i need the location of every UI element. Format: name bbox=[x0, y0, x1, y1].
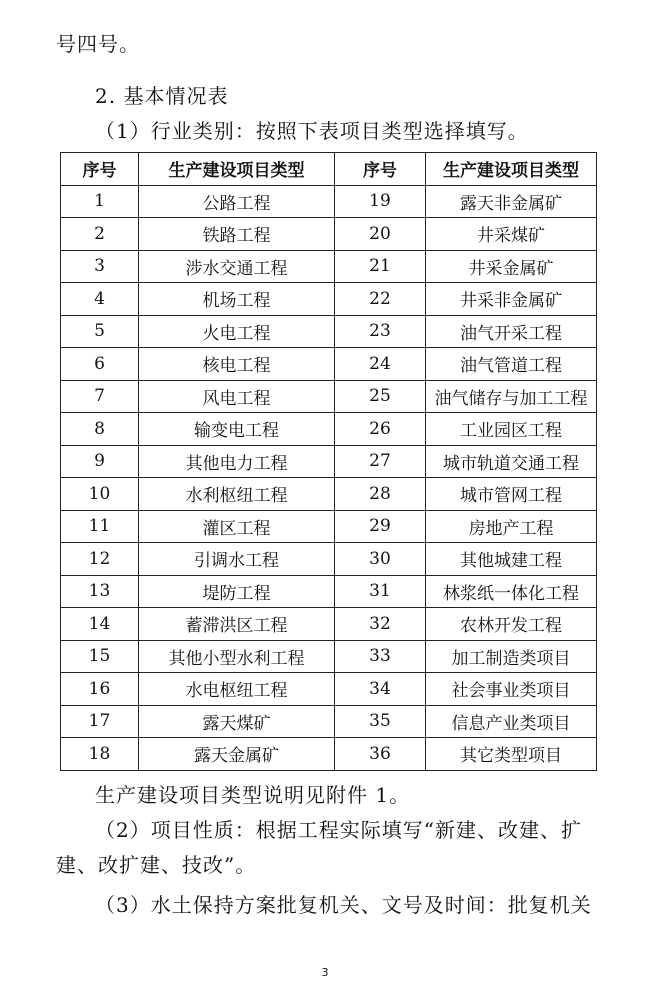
row-type-left: 引调水工程 bbox=[139, 543, 335, 576]
row-type-left: 其他小型水利工程 bbox=[139, 640, 335, 673]
table-row bbox=[61, 348, 597, 381]
page-number: 3 bbox=[321, 966, 329, 979]
row-index-left: 6 bbox=[61, 348, 139, 381]
row-index-left: 5 bbox=[61, 315, 139, 348]
table-row bbox=[61, 543, 597, 576]
row-index-right: 35 bbox=[335, 705, 426, 738]
project-nature-continuation: 建、改扩建、技改”。 bbox=[56, 853, 257, 877]
row-index-left: 2 bbox=[61, 218, 139, 251]
row-index-right: 34 bbox=[335, 673, 426, 706]
table-row bbox=[61, 380, 597, 413]
row-type-left: 露天金属矿 bbox=[139, 738, 335, 771]
table-row bbox=[61, 218, 597, 251]
row-type-right: 油气管道工程 bbox=[426, 348, 597, 381]
row-index-left: 8 bbox=[61, 413, 139, 446]
row-index-right: 32 bbox=[335, 608, 426, 641]
row-index-right: 31 bbox=[335, 575, 426, 608]
table-row bbox=[61, 315, 597, 348]
row-type-right: 井采非金属矿 bbox=[426, 283, 597, 316]
table-body bbox=[61, 185, 597, 770]
paragraph-continuation: 号四号。 bbox=[56, 32, 140, 56]
row-type-left: 公路工程 bbox=[139, 185, 335, 218]
row-type-left: 风电工程 bbox=[139, 380, 335, 413]
header-index-left: 序号 bbox=[61, 153, 139, 186]
table-row bbox=[61, 608, 597, 641]
row-type-left: 输变电工程 bbox=[139, 413, 335, 446]
row-index-right: 20 bbox=[335, 218, 426, 251]
table-row bbox=[61, 510, 597, 543]
row-index-left: 10 bbox=[61, 478, 139, 511]
row-type-right: 加工制造类项目 bbox=[426, 640, 597, 673]
header-index-right: 序号 bbox=[335, 153, 426, 186]
section-heading: 2. 基本情况表 bbox=[95, 84, 229, 108]
row-type-left: 涉水交通工程 bbox=[139, 250, 335, 283]
row-type-left: 机场工程 bbox=[139, 283, 335, 316]
industry-category-paragraph: （1）行业类别：按照下表项目类型选择填写。 bbox=[95, 119, 529, 143]
table-header-row bbox=[61, 153, 597, 186]
row-index-left: 7 bbox=[61, 380, 139, 413]
row-type-right: 社会事业类项目 bbox=[426, 673, 597, 706]
row-index-left: 11 bbox=[61, 510, 139, 543]
row-index-left: 13 bbox=[61, 575, 139, 608]
row-type-left: 灌区工程 bbox=[139, 510, 335, 543]
row-type-right: 城市轨道交通工程 bbox=[426, 445, 597, 478]
row-index-left: 14 bbox=[61, 608, 139, 641]
row-index-left: 16 bbox=[61, 673, 139, 706]
row-index-right: 24 bbox=[335, 348, 426, 381]
row-type-right: 井采金属矿 bbox=[426, 250, 597, 283]
row-type-left: 水电枢纽工程 bbox=[139, 673, 335, 706]
row-index-right: 33 bbox=[335, 640, 426, 673]
row-type-left: 水利枢纽工程 bbox=[139, 478, 335, 511]
row-index-right: 30 bbox=[335, 543, 426, 576]
table-row bbox=[61, 575, 597, 608]
row-index-left: 18 bbox=[61, 738, 139, 771]
row-index-right: 29 bbox=[335, 510, 426, 543]
row-index-left: 1 bbox=[61, 185, 139, 218]
table-row bbox=[61, 738, 597, 771]
row-index-right: 22 bbox=[335, 283, 426, 316]
row-index-right: 26 bbox=[335, 413, 426, 446]
row-index-right: 36 bbox=[335, 738, 426, 771]
row-index-right: 19 bbox=[335, 185, 426, 218]
row-index-right: 28 bbox=[335, 478, 426, 511]
row-type-left: 火电工程 bbox=[139, 315, 335, 348]
header-type-right: 生产建设项目类型 bbox=[426, 153, 597, 186]
row-type-right: 信息产业类项目 bbox=[426, 705, 597, 738]
row-index-left: 3 bbox=[61, 250, 139, 283]
table-row bbox=[61, 673, 597, 706]
row-type-left: 露天煤矿 bbox=[139, 705, 335, 738]
row-index-right: 25 bbox=[335, 380, 426, 413]
row-type-right: 其他城建工程 bbox=[426, 543, 597, 576]
row-index-right: 27 bbox=[335, 445, 426, 478]
appendix-note: 生产建设项目类型说明见附件 1。 bbox=[95, 783, 411, 807]
row-type-right: 林浆纸一体化工程 bbox=[426, 575, 597, 608]
row-index-right: 23 bbox=[335, 315, 426, 348]
row-type-right: 油气储存与加工工程 bbox=[426, 380, 597, 413]
row-type-left: 蓄滞洪区工程 bbox=[139, 608, 335, 641]
row-type-right: 露天非金属矿 bbox=[426, 185, 597, 218]
row-type-right: 油气开采工程 bbox=[426, 315, 597, 348]
row-type-right: 井采煤矿 bbox=[426, 218, 597, 251]
table-row bbox=[61, 413, 597, 446]
project-nature-paragraph: （2）项目性质：根据工程实际填写“新建、改建、扩 bbox=[95, 818, 582, 842]
table-row bbox=[61, 445, 597, 478]
table-row bbox=[61, 185, 597, 218]
project-types-table bbox=[60, 152, 597, 771]
row-index-left: 17 bbox=[61, 705, 139, 738]
row-type-left: 核电工程 bbox=[139, 348, 335, 381]
row-index-left: 9 bbox=[61, 445, 139, 478]
row-index-left: 15 bbox=[61, 640, 139, 673]
table-row bbox=[61, 705, 597, 738]
table-row bbox=[61, 283, 597, 316]
row-type-right: 房地产工程 bbox=[426, 510, 597, 543]
row-index-right: 21 bbox=[335, 250, 426, 283]
row-type-right: 其它类型项目 bbox=[426, 738, 597, 771]
row-type-right: 城市管网工程 bbox=[426, 478, 597, 511]
row-index-left: 12 bbox=[61, 543, 139, 576]
row-type-left: 其他电力工程 bbox=[139, 445, 335, 478]
table-row bbox=[61, 640, 597, 673]
row-index-left: 4 bbox=[61, 283, 139, 316]
table-row bbox=[61, 250, 597, 283]
row-type-right: 农林开发工程 bbox=[426, 608, 597, 641]
row-type-left: 堤防工程 bbox=[139, 575, 335, 608]
row-type-left: 铁路工程 bbox=[139, 218, 335, 251]
table-row bbox=[61, 478, 597, 511]
approval-paragraph: （3）水土保持方案批复机关、文号及时间：批复机关 bbox=[95, 893, 592, 917]
header-type-left: 生产建设项目类型 bbox=[139, 153, 335, 186]
row-type-right: 工业园区工程 bbox=[426, 413, 597, 446]
